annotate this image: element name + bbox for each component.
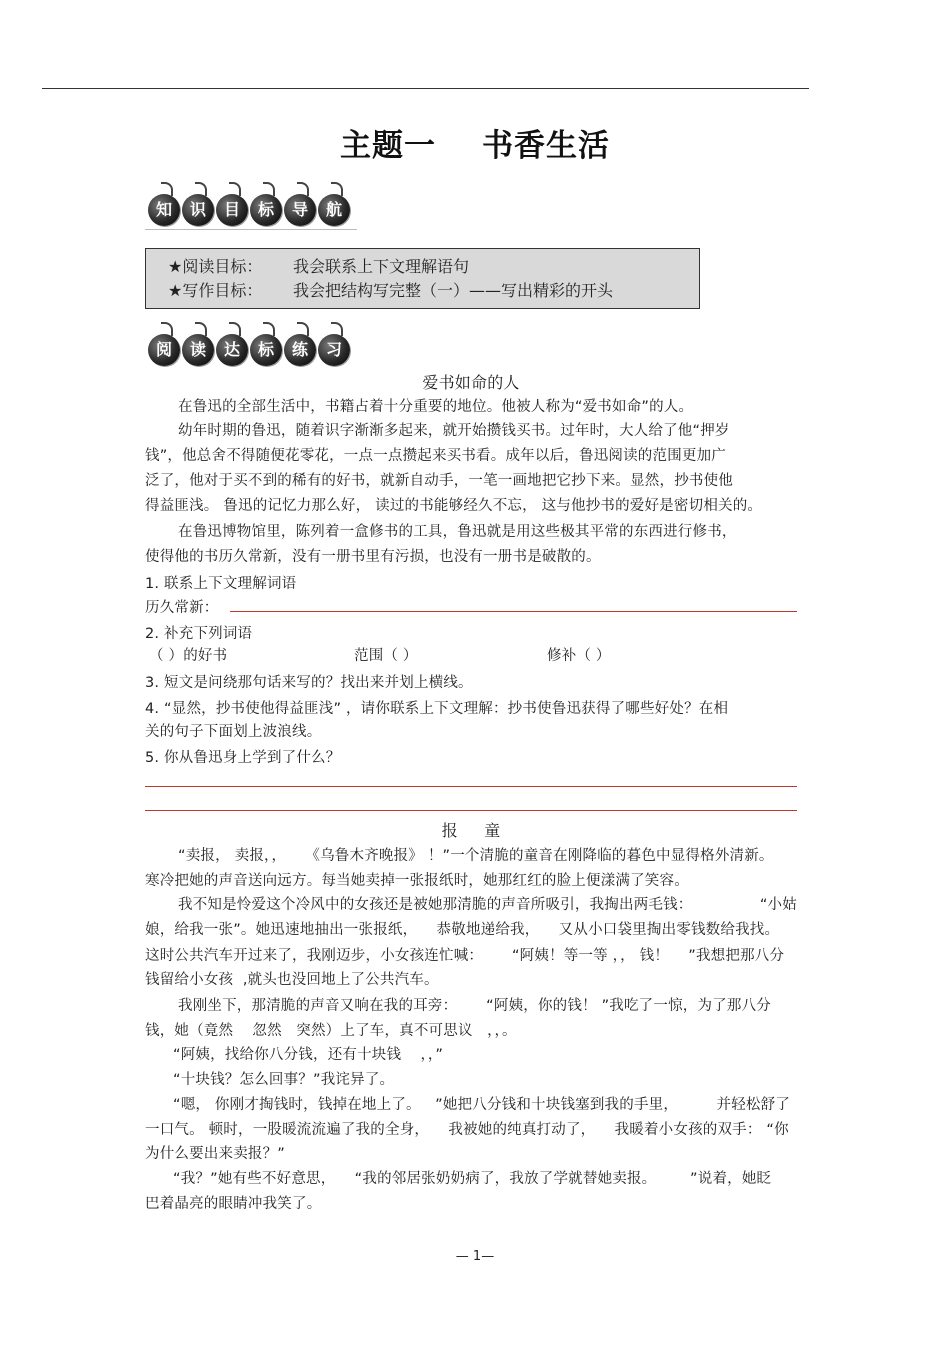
page-number: — 1— <box>455 1249 495 1264</box>
article1-line: 使得他的书历久常新，没有一册书里有污损，也没有一册书是破散的。 <box>145 549 601 565</box>
writing-goal-text: 我会把结构写完整（一）——写出精彩的开头 <box>293 281 614 300</box>
article2-line: “嗯， 你刚才掏钱时，钱掉在地上了。 ”她把八分钱和十块钱塞到我的手里， 并轻松舒了 <box>173 1097 791 1113</box>
article2-line: 巴着晶亮的眼睛冲我笑了。 <box>145 1196 322 1212</box>
question-2: 2. 补充下列词语 <box>145 626 253 642</box>
article1-line: 在鲁迅博物馆里，陈列着一盒修书的工具，鲁迅就是用这些极其平常的东西进行修书， <box>178 524 737 540</box>
article2-line: 我刚坐下，那清脆的声音又响在我的耳旁： “阿姨，你的钱！ ”我吃了一惊，为了那八分 <box>178 998 771 1014</box>
goals-box <box>145 248 700 309</box>
page-title-part2: 书香生活 <box>482 128 610 164</box>
article1-line: 幼年时期的鲁迅，随着识字渐渐多起来，就开始攒钱买书。过年时，大人给了他“押岁 <box>178 423 730 439</box>
article2-line: “十块钱？怎么回事？”我诧异了。 <box>173 1072 395 1088</box>
writing-goal <box>168 279 699 303</box>
article2-line: 钱，她（竟然 忽然 突然）上了车，真不可思议 ，，。 <box>145 1023 517 1039</box>
page-title-part1: 主题一 <box>340 128 436 164</box>
article2-line: “我？”她有些不好意思， “我的邻居张奶奶病了，我放了学就替她卖报。 ”说着，她眨 <box>173 1171 772 1187</box>
question-2-item: 范围（ ） <box>354 648 418 664</box>
page-title <box>0 120 950 165</box>
question-4-cont: 关的句子下面划上波浪线。 <box>145 724 322 740</box>
article2-line: 娘，给我一张”。她迅速地抽出一张报纸， 恭敬地递给我， 又从小口袋里掏出零钱数给我找。 <box>145 922 780 938</box>
banner-ball: 阅 <box>148 334 180 366</box>
reading-goal-label: ★阅读目标： <box>168 257 263 276</box>
banner-ball: 航 <box>318 194 350 226</box>
question-2-item: （ ）的好书 <box>149 648 228 664</box>
banner-underline <box>145 229 357 230</box>
reading-goal <box>168 255 699 279</box>
article1-line: 得益匪浅。 鲁迅的记忆力那么好， 读过的书能够经久不忘， 这与他抄书的爱好是密切相关的。 <box>145 498 763 514</box>
banner-ball: 练 <box>284 334 316 366</box>
question-5: 5. 你从鲁迅身上学到了什么？ <box>145 750 341 766</box>
article2-line: 我不知是怜爱这个冷风中的女孩还是被她那清脆的声音所吸引，我掏出两毛钱： “小姑 <box>178 897 797 913</box>
banner-ball: 标 <box>250 194 282 226</box>
article2-line: 为什么要出来卖报？” <box>145 1146 286 1162</box>
banner-ball: 识 <box>182 194 214 226</box>
article2-title: 报 童 <box>441 821 501 840</box>
banner-ball: 标 <box>250 334 282 366</box>
question-2-item: 修补（ ） <box>547 648 611 664</box>
writing-goal-label: ★写作目标： <box>168 281 263 300</box>
reading-goal-text: 我会联系上下文理解语句 <box>293 257 470 276</box>
article1-line: 在鲁迅的全部生活中，书籍占着十分重要的地位。他被人称为“爱书如命”的人。 <box>178 399 694 415</box>
banner-reading-practice <box>148 322 350 366</box>
article2-line: 一口气。 顿时，一股暖流流遍了我的全身， 我被她的纯真打动了， 我暖着小女孩的双手： “你 <box>145 1122 789 1138</box>
article1-title: 爱书如命的人 <box>422 373 520 392</box>
question-1-word: 历久常新： <box>145 600 219 616</box>
article2-line: “阿姨，找给你八分钱，还有十块钱 ，，” <box>173 1047 444 1063</box>
top-rule <box>42 88 809 89</box>
banner-ball: 达 <box>216 334 248 366</box>
article1-line: 钱”，他总舍不得随便花零花，一点一点攒起来买书看。成年以后，鲁迅阅读的范围更加广 <box>145 448 727 464</box>
answer-line[interactable] <box>145 810 797 811</box>
answer-line[interactable] <box>145 786 797 787</box>
banner-ball: 目 <box>216 194 248 226</box>
banner-ball: 读 <box>182 334 214 366</box>
question-4: 4. “显然，抄书使他得益匪浅” ，请你联系上下文理解：抄书使鲁迅获得了哪些好处？在相 <box>145 701 729 717</box>
banner-ball: 习 <box>318 334 350 366</box>
answer-line[interactable] <box>230 611 797 612</box>
banner-ball: 导 <box>284 194 316 226</box>
article2-line: “卖报， 卖报，， 《乌鲁木齐晚报》 ！”一个清脆的童音在刚降临的暮色中显得格外清新。 <box>178 848 774 864</box>
article2-line: 这时公共汽车开过来了，我刚迈步，小女孩连忙喊： “阿姨！等一等 ，， 钱！ ”我想把那八分 <box>145 948 785 964</box>
article2-line: 钱留给小女孩 ,就头也没回地上了公共汽车。 <box>145 972 439 988</box>
article1-line: 泛了，他对于买不到的稀有的好书，就新自动手，一笔一画地把它抄下来。显然，抄书使他 <box>145 473 733 489</box>
banner-ball: 知 <box>148 194 180 226</box>
question-1: 1. 联系上下文理解词语 <box>145 576 297 592</box>
article2-line: 寒冷把她的声音送向远方。每当她卖掉一张报纸时，她那红红的脸上便漾满了笑容。 <box>145 873 689 889</box>
question-3: 3. 短文是问绕那句话来写的？找出来并划上横线。 <box>145 675 473 691</box>
banner-knowledge-goals <box>148 182 350 226</box>
